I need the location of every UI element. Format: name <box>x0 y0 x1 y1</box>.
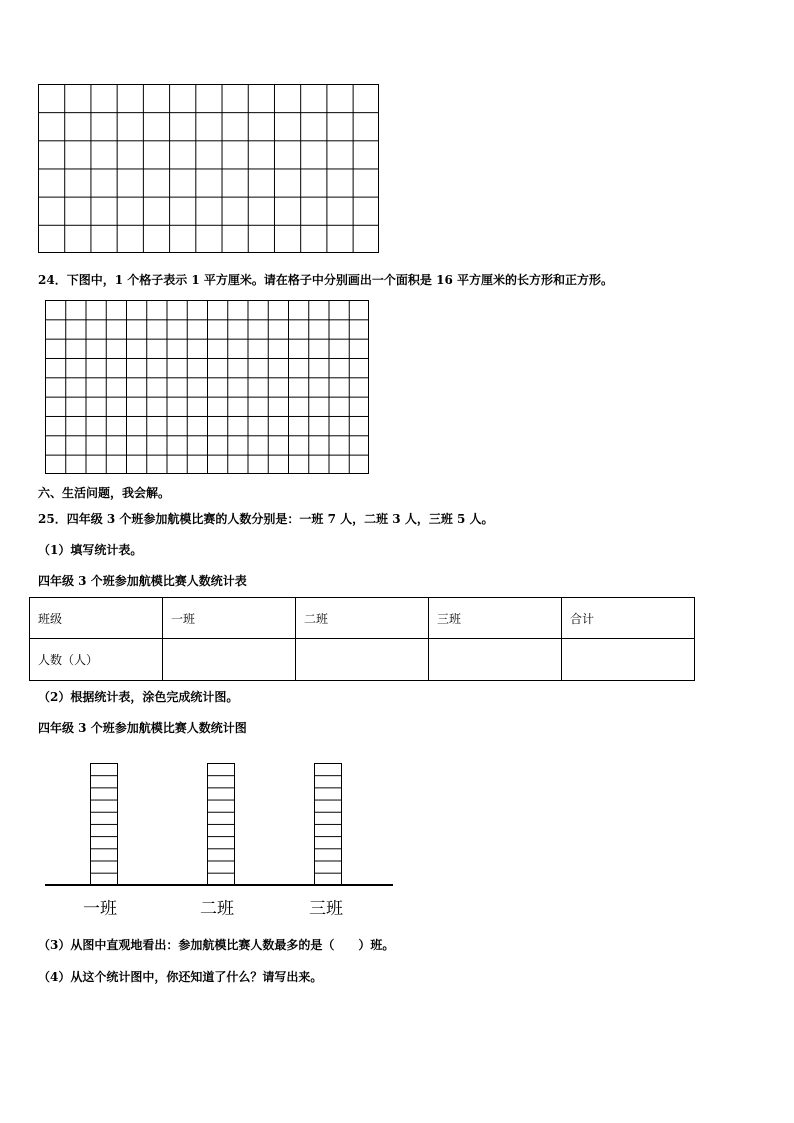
question-25-part1: （1）填写统计表。 <box>38 543 143 557</box>
answer-cell-total[interactable] <box>562 639 695 681</box>
table-header-cell: 三班 <box>429 598 562 639</box>
table-header-cell: 一班 <box>163 598 296 639</box>
question-25-text: 25．四年级 3 个班参加航模比赛的人数分别是：一班 7 人，二班 3 人，三班 5 人。 <box>38 512 494 526</box>
question-25-part3: （3）从图中直观地看出：参加航模比赛人数最多的是（ ）班。 <box>38 938 395 952</box>
table-header-cell: 二班 <box>296 598 429 639</box>
drawing-grid-q24[interactable] <box>45 300 369 474</box>
bar-column-class3[interactable] <box>314 763 342 885</box>
drawing-grid-top[interactable] <box>38 84 379 253</box>
table-header-cell: 班级 <box>30 598 163 639</box>
answer-cell-class2[interactable] <box>296 639 429 681</box>
bar-column-class2[interactable] <box>207 763 235 885</box>
category-label: 一班 <box>83 899 117 919</box>
chart-title: 四年级 3 个班参加航模比赛人数统计图 <box>38 721 247 735</box>
answer-cell-class3[interactable] <box>429 639 562 681</box>
table-row <box>30 639 695 681</box>
question-25-part4: （4）从这个统计图中，你还知道了什么？请写出来。 <box>38 970 323 984</box>
table-row-label: 人数（人） <box>30 639 163 681</box>
category-label: 三班 <box>309 899 343 919</box>
stat-table-title: 四年级 3 个班参加航模比赛人数统计表 <box>38 574 247 588</box>
category-label: 二班 <box>200 899 234 919</box>
answer-cell-class1[interactable] <box>163 639 296 681</box>
stat-table <box>29 597 695 681</box>
question-24-text: 24．下图中，1 个格子表示 1 平方厘米。请在格子中分别画出一个面积是 16 平方厘米的长方形和正方形。 <box>38 273 613 287</box>
bar-column-class1[interactable] <box>90 763 118 885</box>
table-header-row <box>30 598 695 639</box>
table-header-cell: 合计 <box>562 598 695 639</box>
question-25-part2: （2）根据统计表，涂色完成统计图。 <box>38 690 239 704</box>
section-6-title: 六、生活问题，我会解。 <box>38 486 171 500</box>
chart-x-axis <box>45 884 393 886</box>
